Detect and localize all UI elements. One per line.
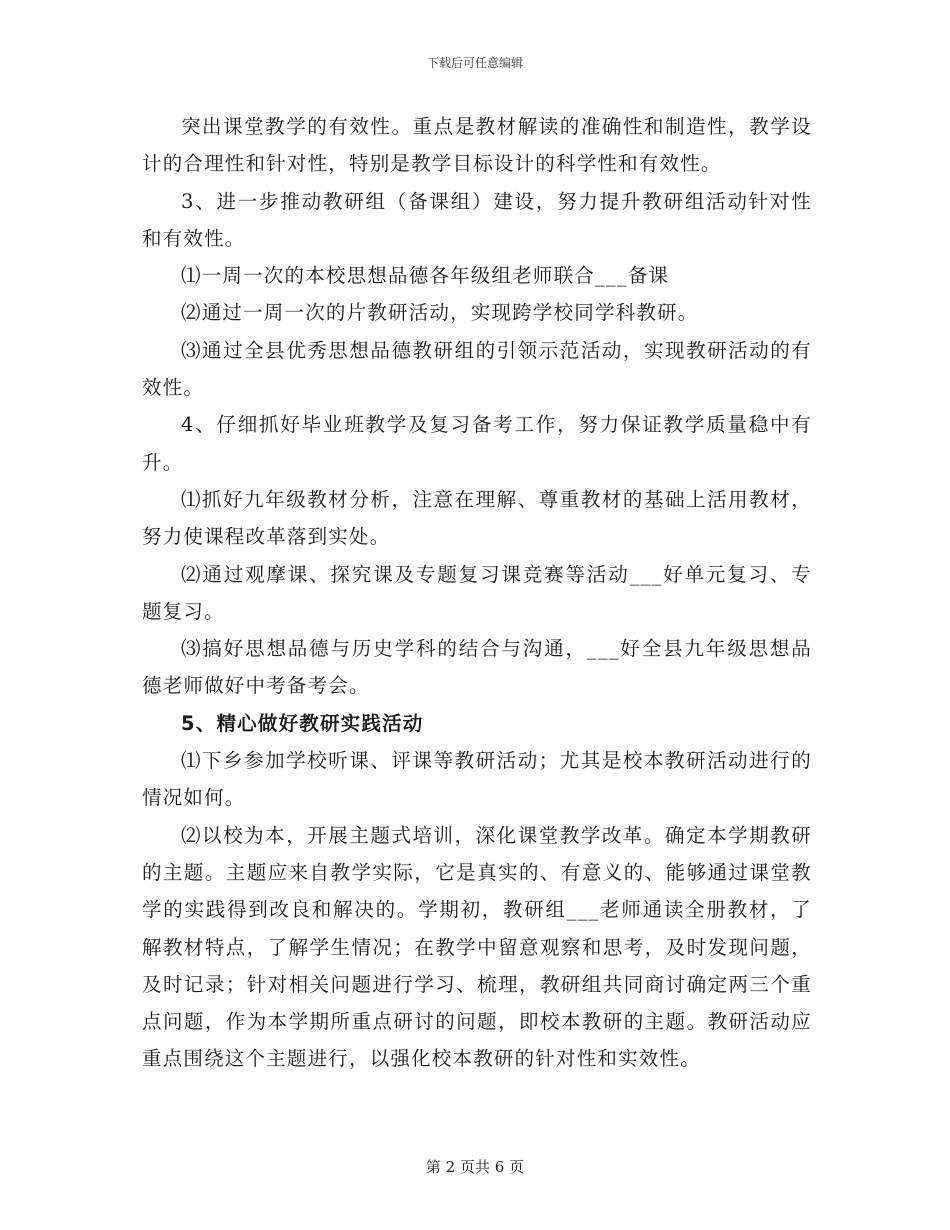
paragraph-item-3-1: ⑴一周一次的本校思想品德各年级组老师联合___备课 <box>181 264 670 288</box>
paragraph-item-4-3: ⑶搞好思想品德与历史学科的结合与沟通，___好全县九年级思想品德老师做好中考备考会。 <box>142 637 812 698</box>
paragraph-item-4-1: ⑴抓好九年级教材分析，注意在理解、尊重教材的基础上活用教材，努力使课程改革落到实处。 <box>142 487 812 549</box>
document-body <box>142 108 812 1078</box>
paragraph-item-4: 4、仔细抓好毕业班教学及复习备考工作，努力保证教学质量稳中有升。 <box>142 413 812 474</box>
page-header: 下载后可任意编辑 <box>426 56 523 70</box>
paragraph-item-5-1: ⑴下乡参加学校听课、评课等教研活动；尤其是校本教研活动进行的情况如何。 <box>142 749 812 810</box>
paragraph-item-3-3: ⑶通过全县优秀思想品德教研组的引领示范活动，实现教研活动的有效性。 <box>142 338 812 400</box>
paragraph-item-5-2: ⑵以校为本，开展主题式培训，深化课堂教学改革。确定本学期教研的主题。主题应来自教学实际，它是真实的、有意义的、能够通过课堂教学的实践得到改良和解决的。学期初，教研组___老师通读全册教材，了解教材特点，了解学生情况；在教学中留意观察和思考，及时发现问题，及时记录；针对相关问题进行学习、梳理，教研组共同商讨确定两三个重点问题，作为本学期所重点研讨的问题，即校本教研的主题。教研活动应重点围绕这个主题进行，以强化校本教研的针对性和实效性。 <box>142 823 812 1071</box>
paragraph-effectiveness: 突出课堂教学的有效性。重点是教材解读的准确性和制造性，教学设计的合理性和针对性，特别是教学目标设计的科学性和有效性。 <box>142 115 812 176</box>
page-number-footer: 第 2 页共 6 页 <box>425 1158 525 1176</box>
section-heading-item-5: 5、精心做好教研实践活动 <box>181 711 424 735</box>
paragraph-item-3-2: ⑵通过一周一次的片教研活动，实现跨学校同学科教研。 <box>181 301 699 325</box>
paragraph-item-4-2: ⑵通过观摩课、探究课及专题复习课竞赛等活动___好单元复习、专题复习。 <box>142 562 812 623</box>
paragraph-item-3: 3、进一步推动教研组（备课组）建设，努力提升教研组活动针对性和有效性。 <box>142 189 812 250</box>
